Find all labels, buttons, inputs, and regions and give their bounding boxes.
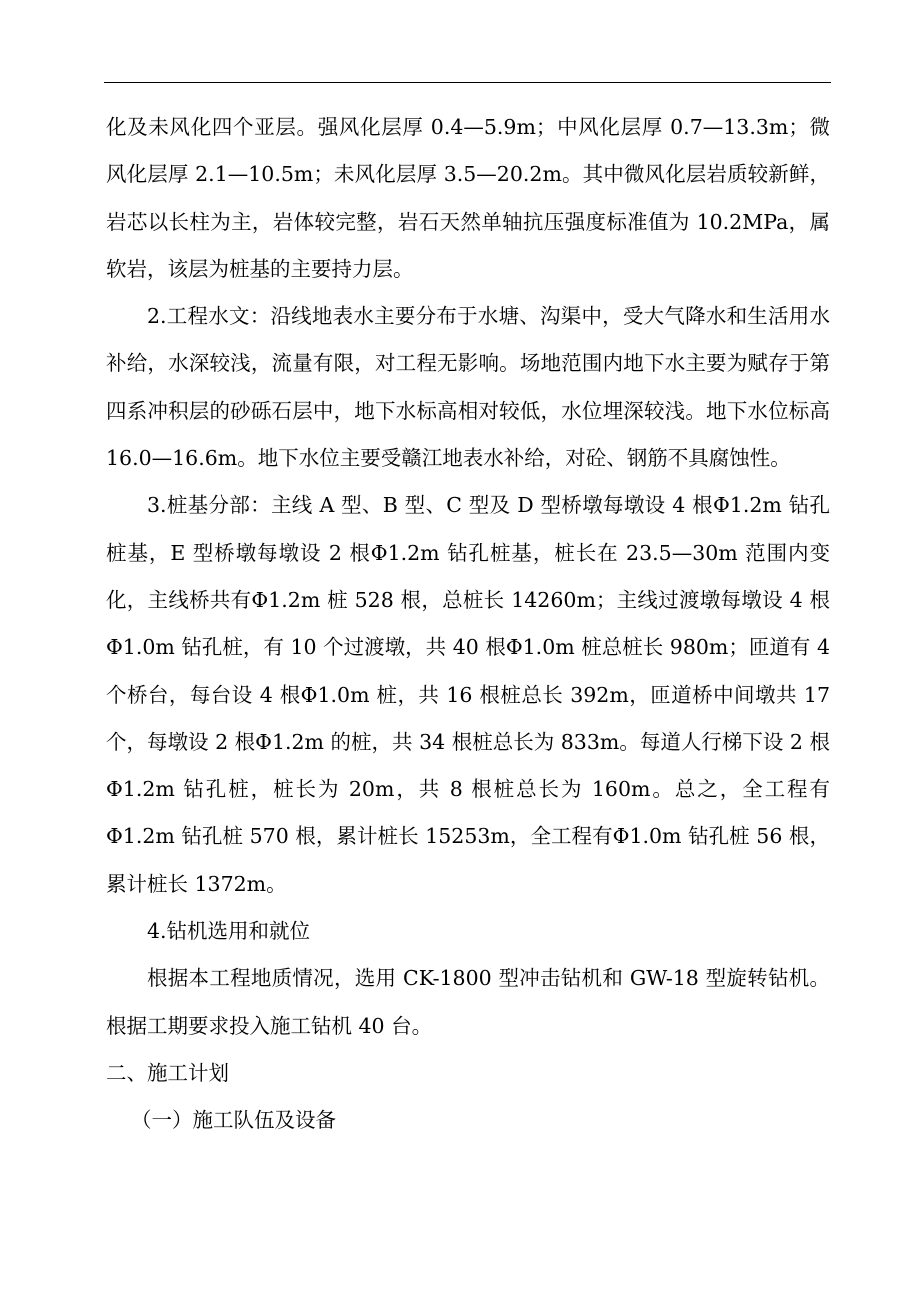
paragraph-rock-layers: 化及未风化四个亚层。强风化层厚 0.4—5.9m；中风化层厚 0.7—13.3m；微风化层厚 2.1—10.5m；未风化层厚 3.5—20.2m。其中微风化层岩质较新鲜，岩芯以长柱为主，岩体较完整，岩石天然单轴抗压强度标准值为 10.2MPa，属软岩，该层为桩基的主要持力层。 <box>106 115 830 281</box>
heading-construction-plan: 二、施工计划 <box>106 1060 229 1085</box>
heading-team-equipment: （一）施工队伍及设备 <box>131 1108 336 1133</box>
paragraph-drill-selection: 根据本工程地质情况，选用 CK-1800 型冲击钻机和 GW-18 型旋转钻机。根据工期要求投入施工钻机 40 台。 <box>106 966 830 1038</box>
paragraph-pile-foundation: 3.桩基分部：主线 A 型、B 型、C 型及 D 型桥墩每墩设 4 根Φ1.2m 钻孔桩基，E 型桥墩每墩设 2 根Φ1.2m 钻孔桩基，桩长在 23.5—30m 范围内变化，主线桥共有Φ1.2m 桩 528 根，总桩长 14260m；主线过渡墩每墩设 4 根Φ1.0m 钻孔桩，有 10 个过渡墩，共 40 根Φ1.0m 桩总桩长 980m；匝道有 4 个桥台，每台设 4 根Φ1.0m 桩，共 16 根桩总长 392m，匝道桥中间墩共 17 个，每墩设 2 根Φ1.2m 的桩，共 34 根桩总长为 833m。每道人行梯下设 2 根Φ1.2m 钻孔桩，桩长为 20m，共 8 根桩总长为 160m。总之，全工程有Φ1.2m 钻孔桩 570 根，累计桩长 15253m，全工程有Φ1.0m 钻孔桩 56 根，累计桩长 1372m。 <box>106 493 830 896</box>
document-body <box>106 104 830 1145</box>
heading-drill-selection: 4.钻机选用和就位 <box>147 919 311 944</box>
header-rule <box>104 82 831 83</box>
paragraph-hydrology: 2.工程水文：沿线地表水主要分布于水塘、沟渠中，受大气降水和生活用水补给，水深较浅，流量有限，对工程无影响。场地范围内地下水主要为赋存于第四系冲积层的砂砾石层中，地下水标高相对较低，水位埋深较浅。地下水位标高 16.0—16.6m。地下水位主要受赣江地表水补给，对砼、钢筋不具腐蚀性。 <box>106 304 830 471</box>
